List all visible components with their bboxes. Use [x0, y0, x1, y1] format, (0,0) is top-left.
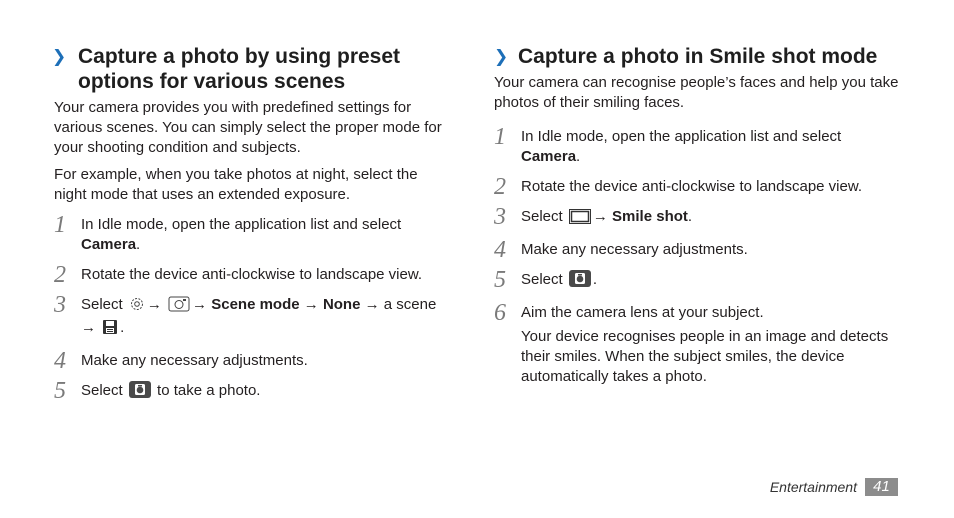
heading-line-1: Capture a photo by using preset [78, 45, 401, 68]
footer-section-label: Entertainment [769, 479, 857, 495]
step-2: 2 Rotate the device anti-clockwise to landscape view. [54, 262, 423, 288]
right-column [494, 44, 904, 397]
step-number: 3 [54, 292, 66, 318]
step-number: 3 [494, 204, 506, 230]
heading-line-2: options for various scenes [78, 70, 346, 93]
left-column [54, 44, 454, 414]
intro-paragraph: Your camera provides you with predefined settings for various scenes. You can simply select the proper mode for your shooting condition and subjects. [54, 99, 442, 156]
shutter-camera-icon [129, 381, 151, 404]
page-number: 41 [865, 478, 898, 496]
step-4: 4 Make any necessary adjustments. [54, 348, 308, 374]
step-1: 1 In Idle mode, open the application list and select Camera. [54, 212, 402, 253]
shutter-camera-icon [569, 270, 591, 293]
step-3: 3 Select → → Scene mode → None → a scene → . [54, 295, 454, 341]
step-3: 3 Select → Smile shot. [494, 204, 693, 230]
shooting-mode-icon [569, 209, 591, 230]
step-5: 5 Select to take a photo. [54, 378, 261, 404]
example-paragraph: For example, when you take photos at night, select the night mode that uses an extended exposure. [54, 166, 418, 203]
settings-gear-icon [129, 296, 145, 318]
chevron-right-icon [52, 44, 78, 69]
save-icon [102, 319, 118, 341]
step-5: 5 Select . [494, 267, 598, 293]
chevron-right-icon [494, 44, 518, 69]
page-footer [770, 478, 898, 496]
section-heading-smile-shot [494, 44, 904, 69]
step-number: 6 [494, 300, 506, 326]
intro-paragraph: Your camera can recognise people’s faces and help you take photos of their smiling faces. [494, 74, 899, 111]
step-2: 2 Rotate the device anti-clockwise to landscape view. [494, 174, 863, 200]
step-6-detail: Your device recognises people in an image and detects their smiles. When the subject smiles, the device automatically takes a photo. [521, 328, 889, 385]
step-number: 4 [494, 237, 506, 263]
step-6: 6 Aim the camera lens at your subject. Your device recognises people in an image and detects their smiles. When the subject smiles, the device automatically takes a photo. [494, 303, 904, 387]
step-number: 5 [494, 267, 506, 293]
camera-mode-icon [168, 296, 190, 318]
step-number: 2 [494, 174, 506, 200]
step-number: 2 [54, 262, 66, 288]
steps-list [494, 124, 904, 387]
step-number: 1 [54, 212, 66, 238]
heading-line-1: Capture a photo in Smile shot mode [518, 45, 878, 68]
step-number: 1 [494, 124, 506, 150]
step-1: 1 In Idle mode, open the application list and select Camera. [494, 124, 842, 165]
step-number: 5 [54, 378, 66, 404]
section-heading-preset-scenes [52, 44, 454, 94]
steps-list [54, 212, 454, 404]
step-4: 4 Make any necessary adjustments. [494, 237, 748, 263]
step-number: 4 [54, 348, 66, 374]
